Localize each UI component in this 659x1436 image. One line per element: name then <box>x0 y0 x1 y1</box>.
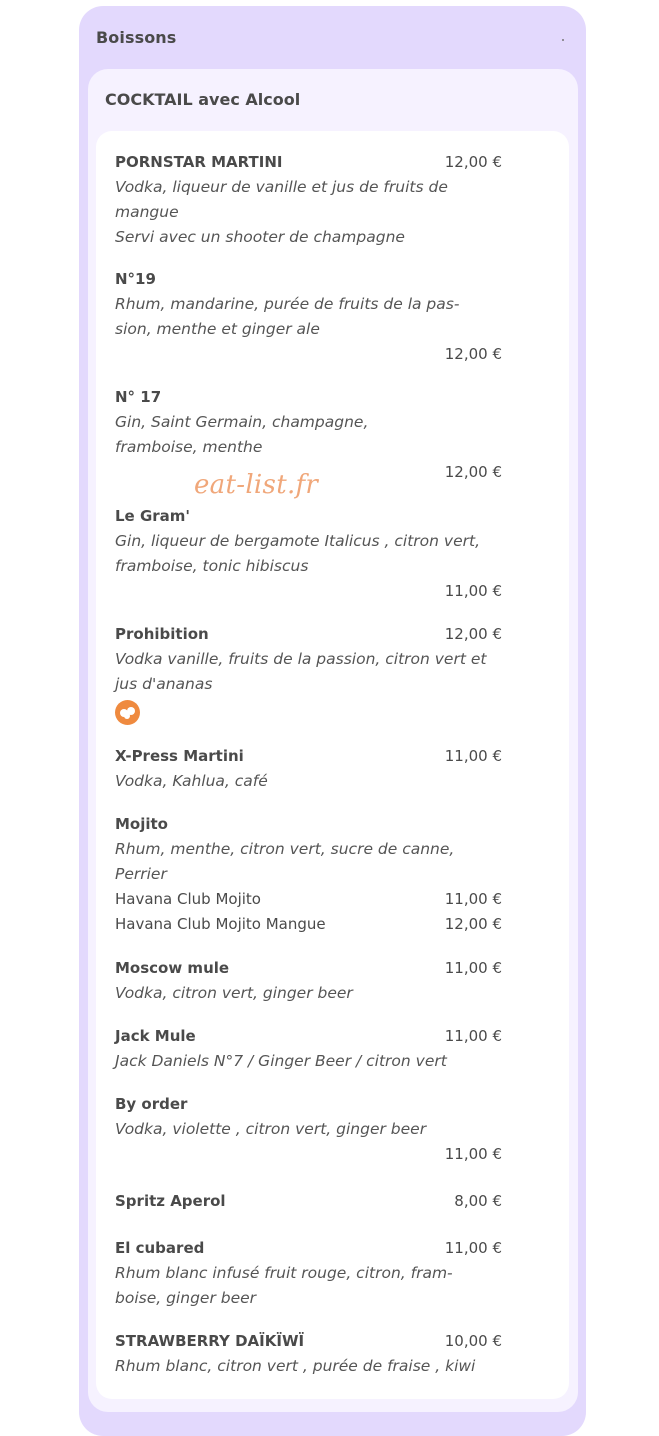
item-name: STRAWBERRY DAÏKÏWÏ <box>115 1332 305 1350</box>
cocktail-category <box>88 69 578 1412</box>
item-price: 11,00 € <box>444 1239 502 1257</box>
item-description: Vodka vanille, fruits de la passion, citron vert et <box>115 650 487 668</box>
item-name: Prohibition <box>115 625 209 643</box>
item-price: 11,00 € <box>444 747 502 765</box>
section-header[interactable] <box>79 6 586 68</box>
menu-item[interactable] <box>115 812 502 937</box>
item-price: 11,00 € <box>444 1027 502 1045</box>
item-description: Rhum blanc, citron vert , purée de fraise , kiwi <box>115 1357 476 1375</box>
item-description: Perrier <box>115 865 167 883</box>
menu-item[interactable] <box>115 1236 502 1311</box>
variant-name: Havana Club Mojito Mangue <box>115 915 326 933</box>
menu-item[interactable] <box>115 504 502 604</box>
item-price: 12,00 € <box>444 625 502 643</box>
item-description: Rhum blanc infusé fruit rouge, citron, fram- <box>115 1264 453 1282</box>
menu-item[interactable] <box>115 1024 502 1074</box>
item-description: sion, menthe et ginger ale <box>115 320 320 338</box>
category-header[interactable] <box>88 69 578 129</box>
drinks-section <box>79 6 586 1436</box>
item-price: 11,00 € <box>444 959 502 977</box>
item-description: Rhum, mandarine, purée de fruits de la pas- <box>115 295 460 313</box>
item-description: Vodka, citron vert, ginger beer <box>115 984 353 1002</box>
variant-price: 11,00 € <box>444 890 502 908</box>
menu-item[interactable] <box>115 1189 502 1214</box>
item-description: mangue <box>115 203 179 221</box>
item-description: Vodka, Kahlua, café <box>115 772 268 790</box>
item-price: 12,00 € <box>444 153 502 171</box>
menu-item[interactable] <box>115 622 502 725</box>
item-description: Vodka, liqueur de vanille et jus de fruits de <box>115 178 448 196</box>
item-description: Gin, liqueur de bergamote Italicus , citron vert, <box>115 532 480 550</box>
item-description: framboise, tonic hibiscus <box>115 557 309 575</box>
item-description: boise, ginger beer <box>115 1289 257 1307</box>
section-title: Boissons <box>96 27 177 47</box>
item-name: N° 17 <box>115 388 162 406</box>
item-name: Spritz Aperol <box>115 1192 226 1210</box>
menu-item[interactable] <box>115 1329 502 1379</box>
item-description: jus d'ananas <box>115 675 213 693</box>
item-name: Jack Mule <box>115 1027 196 1045</box>
item-name: Le Gram' <box>115 507 191 525</box>
item-variant[interactable] <box>115 887 502 912</box>
item-name: N°19 <box>115 270 156 288</box>
item-name: El cubared <box>115 1239 205 1257</box>
item-price: 10,00 € <box>444 1332 502 1350</box>
item-price: 12,00 € <box>444 463 502 481</box>
item-description: Rhum, menthe, citron vert, sucre de canne, <box>115 840 455 858</box>
item-name: Mojito <box>115 815 168 833</box>
item-description: Servi avec un shooter de champagne <box>115 228 405 246</box>
menu-item[interactable] <box>115 150 502 250</box>
allergen-nuts-icon[interactable] <box>115 700 140 725</box>
variant-price: 12,00 € <box>444 915 502 933</box>
item-price: 11,00 € <box>444 1145 502 1163</box>
item-description: framboise, menthe <box>115 438 263 456</box>
item-price: 11,00 € <box>444 582 502 600</box>
item-price: 8,00 € <box>454 1192 502 1210</box>
item-name: By order <box>115 1095 188 1113</box>
menu-card <box>96 131 569 1399</box>
item-description: Vodka, violette , citron vert, ginger beer <box>115 1120 427 1138</box>
item-variant[interactable] <box>115 912 502 937</box>
menu-item[interactable] <box>115 267 502 367</box>
menu-item[interactable] <box>115 744 502 794</box>
item-name: PORNSTAR MARTINI <box>115 153 283 171</box>
item-name: Moscow mule <box>115 959 230 977</box>
item-description: Gin, Saint Germain, champagne, <box>115 413 369 431</box>
menu-item[interactable] <box>115 956 502 1006</box>
dot-icon <box>562 39 564 41</box>
category-title: COCKTAIL avec Alcool <box>105 89 301 109</box>
watermark: eat-list.fr <box>194 470 319 500</box>
item-price: 12,00 € <box>444 345 502 363</box>
item-description: Jack Daniels N°7 / Ginger Beer / citron vert <box>115 1052 447 1070</box>
variant-name: Havana Club Mojito <box>115 890 261 908</box>
item-name: X-Press Martini <box>115 747 244 765</box>
menu-item[interactable] <box>115 1092 502 1167</box>
